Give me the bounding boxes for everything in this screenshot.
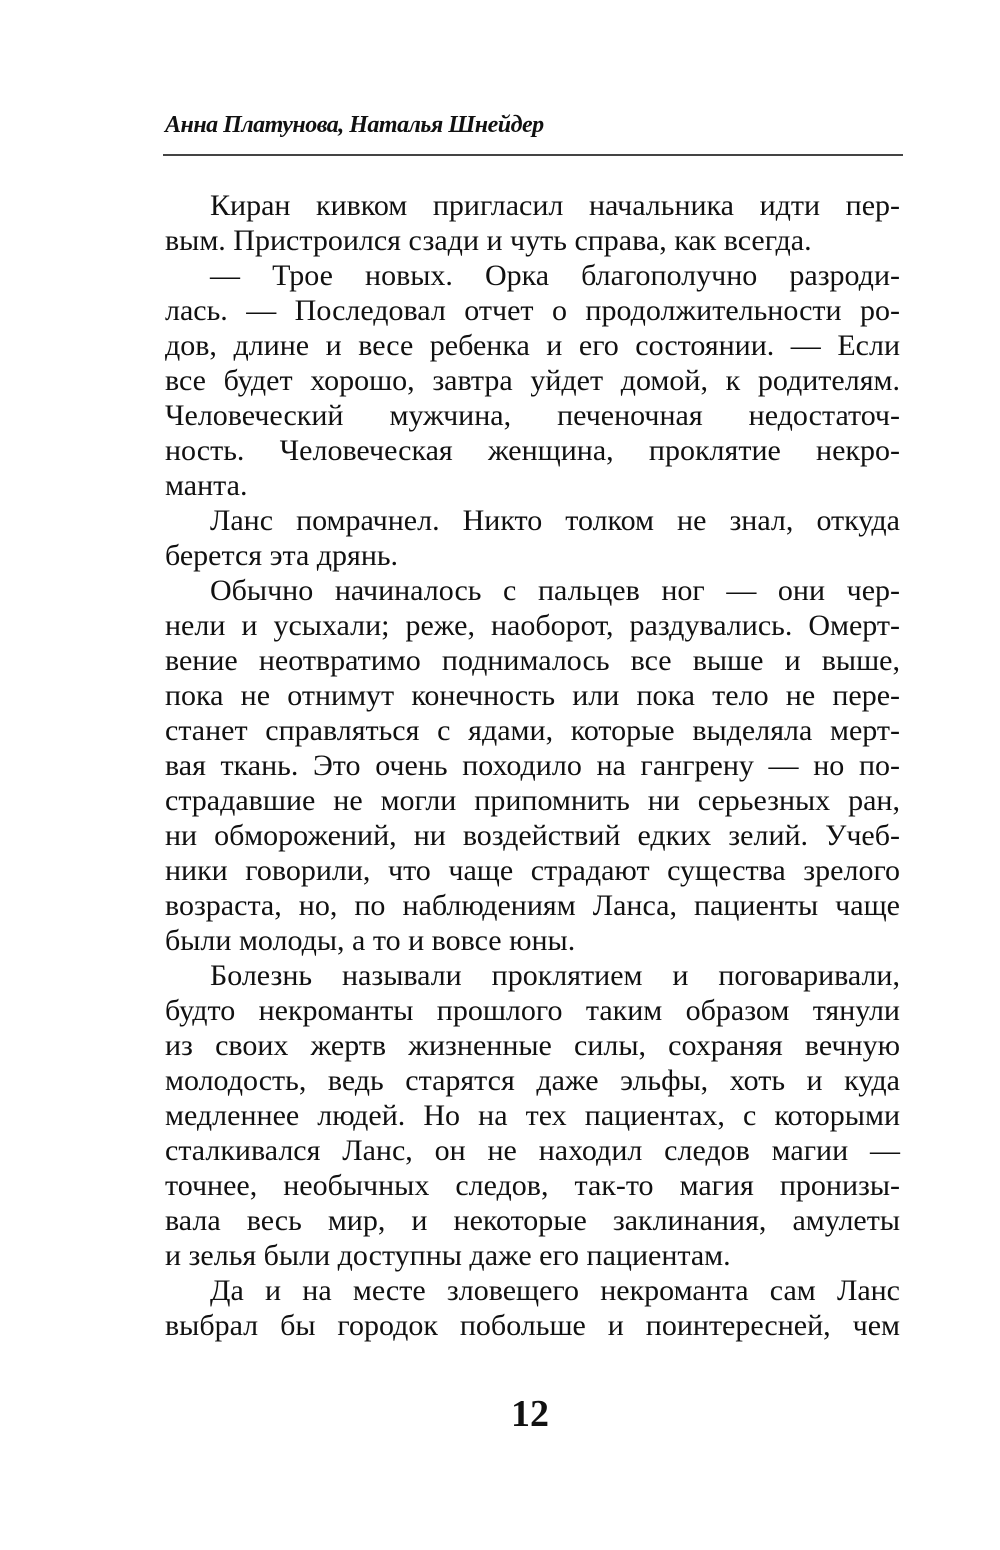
text-line: станет справляться с ядами, которые выделяла мерт-: [165, 714, 900, 747]
text-line: вым. Пристроился сзади и чуть справа, как всегда.: [165, 224, 812, 257]
text-line: будто некроманты прошлого таким образом тянули: [165, 994, 900, 1027]
text-line: Да и на месте зловещего некроманта сам Ланс: [210, 1274, 900, 1307]
text-line: — Трое новых. Орка благополучно разроди-: [210, 259, 900, 292]
text-line: Болезнь называли проклятием и поговаривали,: [210, 959, 900, 992]
page-body: [165, 188, 900, 1343]
text-line: медленнее людей. Но на тех пациентах, с которыми: [165, 1099, 900, 1132]
paragraph: [165, 258, 900, 503]
paragraph: [165, 1273, 900, 1343]
paragraph: [165, 188, 900, 258]
text-line: лась. — Последовал отчет о продолжительности ро-: [165, 294, 900, 327]
text-line: ники говорили, что чаще страдают существа зрелого: [165, 854, 900, 887]
text-line: Обычно начиналось с пальцев ног — они чер-: [210, 574, 900, 607]
running-header: Анна Платунова, Наталья Шнейдер: [165, 112, 544, 138]
text-line: молодость, ведь старятся даже эльфы, хоть и куда: [165, 1064, 900, 1097]
text-line: ни обморожений, ни воздействий едких зелий. Учеб-: [165, 819, 900, 852]
text-line: вение неотвратимо поднималось все выше и выше,: [165, 644, 900, 677]
text-line: Киран кивком пригласил начальника идти пер-: [210, 189, 900, 222]
text-line: и зелья были доступны даже его пациентам.: [165, 1239, 731, 1272]
text-line: выбрал бы городок побольше и поинтересней, чем: [165, 1309, 900, 1342]
text-line: вая ткань. Это очень походило на гангрену — но по-: [165, 749, 900, 782]
text-line: страдавшие не могли припомнить ни серьезных ран,: [165, 784, 900, 817]
text-line: вала весь мир, и некоторые заклинания, амулеты: [165, 1204, 900, 1237]
text-line: возраста, но, по наблюдениям Ланса, пациенты чаще: [165, 889, 900, 922]
text-line: пока не отнимут конечность или пока тело не пере-: [165, 679, 900, 712]
text-line: Человеческий мужчина, печеночная недостаточ-: [165, 399, 900, 432]
text-line: нели и усыхали; реже, наоборот, раздувались. Омерт-: [165, 609, 900, 642]
text-line: все будет хорошо, завтра уйдет домой, к родителям.: [165, 364, 900, 397]
text-line: были молоды, а то и вовсе юны.: [165, 924, 576, 957]
text-line: дов, длине и весе ребенка и его состоянии. — Если: [165, 329, 900, 362]
text-line: манта.: [165, 469, 248, 502]
header-rule: [163, 154, 903, 156]
text-line: Ланс помрачнел. Никто толком не знал, откуда: [210, 504, 900, 537]
text-line: берется эта дрянь.: [165, 539, 399, 572]
page-number: 12: [511, 1393, 549, 1435]
text-line: из своих жертв жизненные силы, сохраняя вечную: [165, 1029, 900, 1062]
paragraph: [165, 503, 900, 573]
text-line: сталкивался Ланс, он не находил следов магии —: [165, 1134, 900, 1167]
text-line: точнее, необычных следов, так-то магия пронизы-: [165, 1169, 900, 1202]
paragraph: [165, 573, 900, 958]
paragraph: [165, 958, 900, 1273]
text-line: ность. Человеческая женщина, проклятие некро-: [165, 434, 900, 467]
